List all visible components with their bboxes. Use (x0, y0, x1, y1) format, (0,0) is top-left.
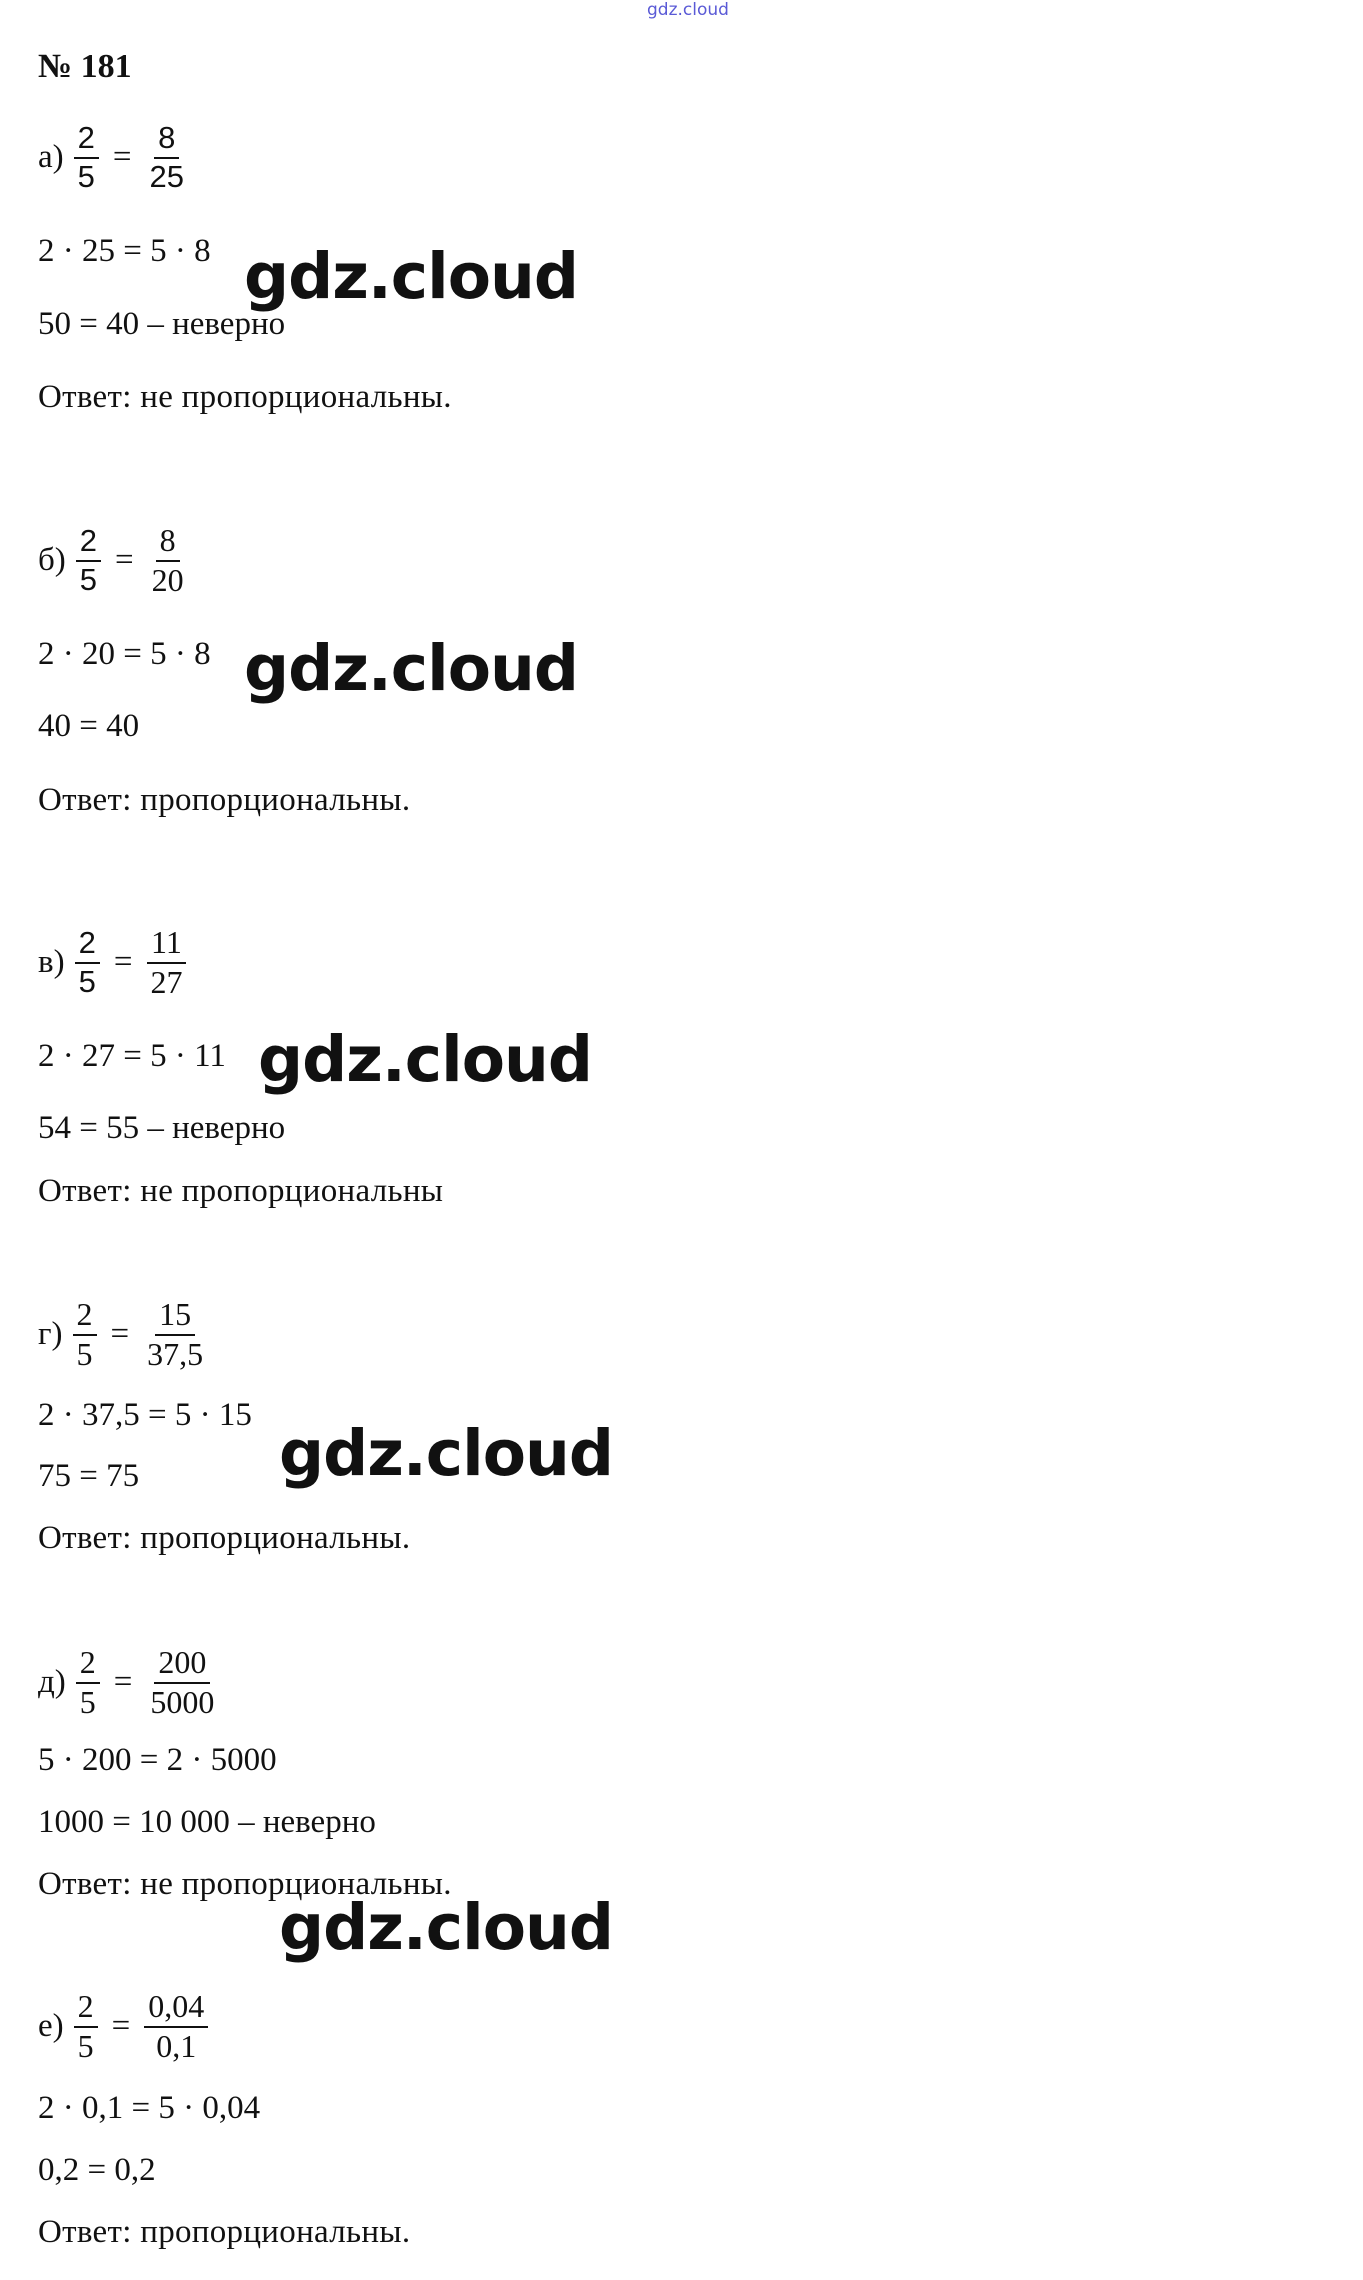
watermark-logo: gdz.cloud (244, 632, 578, 705)
equals-sign: = (113, 1664, 133, 1701)
equals-sign: = (111, 2008, 131, 2045)
step-result: 0,2 = 0,2 (38, 2152, 156, 2188)
answer-line: Ответ: пропорциональны. (38, 2214, 411, 2250)
watermark-logo: gdz.cloud (279, 1891, 613, 1964)
equals-sign: = (112, 139, 132, 176)
equals-sign: = (113, 944, 133, 981)
equation-e (38, 1646, 218, 1719)
denominator: 5 (78, 963, 96, 999)
watermark-logo: gdz.cloud (258, 1023, 592, 1096)
numerator: 2 (75, 927, 100, 964)
step-product: 2 · 27 = 5 · 11 (38, 1038, 226, 1074)
denominator: 5 (79, 561, 98, 597)
part-label: г) (38, 1316, 63, 1353)
denominator: 0,1 (156, 2027, 197, 2064)
fraction-right (143, 1298, 207, 1371)
denominator: 5 (77, 158, 95, 194)
denominator: 5 (76, 1335, 93, 1372)
top-watermark: gdz.cloud (647, 0, 729, 20)
answer-line: Ответ: не пропорциональны (38, 1173, 444, 1209)
denominator: 5 (77, 2027, 94, 2064)
fraction-left (76, 1646, 100, 1719)
numerator: 0,04 (144, 1990, 208, 2028)
step-result: 50 = 40 – неверно (38, 306, 286, 342)
watermark-logo: gdz.cloud (244, 240, 578, 313)
numerator: 8 (156, 524, 180, 562)
denominator: 5 (79, 1683, 96, 1720)
denominator: 25 (149, 158, 184, 194)
step-product: 5 · 200 = 2 · 5000 (38, 1742, 277, 1778)
denominator: 27 (150, 963, 183, 1000)
equation-b (38, 524, 188, 597)
watermark-logo: gdz.cloud (279, 1417, 613, 1490)
part-label: б) (38, 542, 66, 579)
fraction-right (146, 926, 186, 999)
fraction-left (75, 927, 100, 998)
fraction-left (74, 1990, 98, 2063)
answer-line: Ответ: пропорциональны. (38, 782, 411, 818)
fraction-right (144, 1990, 208, 2063)
numerator: 8 (154, 122, 179, 159)
equals-sign: = (110, 1316, 130, 1353)
fraction-right (146, 1646, 218, 1719)
step-product: 2 · 25 = 5 · 8 (38, 233, 211, 269)
step-product: 2 · 0,1 = 5 · 0,04 (38, 2090, 261, 2126)
part-label: в) (38, 944, 65, 981)
fraction-left (73, 1298, 97, 1371)
step-result: 1000 = 10 000 – неверно (38, 1804, 376, 1840)
answer-line: Ответ: не пропорциональны. (38, 1866, 452, 1902)
fraction-left (76, 525, 101, 596)
denominator: 37,5 (147, 1335, 204, 1372)
equation-f (38, 1990, 208, 2063)
part-label: е) (38, 2008, 64, 2045)
equation-d (38, 1298, 207, 1371)
numerator: 15 (155, 1298, 195, 1336)
step-result: 54 = 55 – неверно (38, 1110, 286, 1146)
step-product: 2 · 37,5 = 5 · 15 (38, 1397, 252, 1433)
step-result: 40 = 40 (38, 708, 140, 744)
numerator: 2 (74, 1990, 98, 2028)
answer-line: Ответ: пропорциональны. (38, 1520, 411, 1556)
denominator: 5000 (150, 1683, 215, 1720)
step-product: 2 · 20 = 5 · 8 (38, 636, 211, 672)
part-label: а) (38, 139, 64, 176)
numerator: 2 (73, 1298, 97, 1336)
denominator: 20 (151, 561, 184, 598)
problem-number: № 181 (38, 48, 132, 85)
numerator: 2 (74, 122, 99, 159)
part-label: д) (38, 1664, 66, 1701)
numerator: 200 (154, 1646, 210, 1684)
fraction-right (148, 524, 188, 597)
numerator: 2 (76, 525, 101, 562)
equation-a (38, 122, 188, 193)
equation-c (38, 926, 186, 999)
equals-sign: = (115, 542, 134, 579)
step-result: 75 = 75 (38, 1458, 140, 1494)
numerator: 11 (147, 926, 186, 964)
fraction-left (74, 122, 99, 193)
answer-line: Ответ: не пропорциональны. (38, 379, 452, 415)
fraction-right (146, 122, 188, 193)
numerator: 2 (76, 1646, 100, 1684)
